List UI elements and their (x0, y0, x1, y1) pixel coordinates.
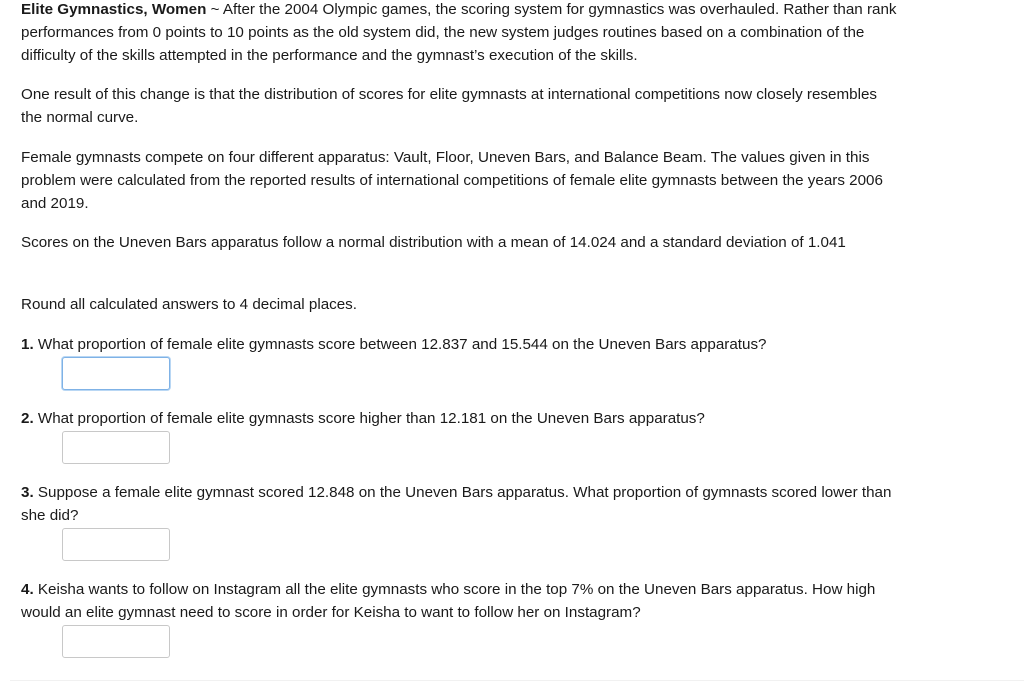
question-text: What proportion of female elite gymnasts score higher than 12.181 on the Uneven Bars apparatus? (33, 410, 705, 427)
answer-input-4[interactable] (62, 625, 170, 658)
answer-input-2[interactable] (62, 431, 170, 464)
question-number: 2. (21, 410, 34, 427)
question-1 (21, 333, 901, 356)
question-text: Suppose a female elite gymnast scored 12.848 on the Uneven Bars apparatus. What proportion of gymnasts scored lower than she did? (21, 484, 892, 524)
question-2 (21, 407, 901, 430)
question-3 (21, 481, 901, 527)
apparatus-paragraph: Female gymnasts compete on four different apparatus: Vault, Floor, Uneven Bars, and Balance Beam. The values given in this problem were calculated from the reported results of international competitions of female elite gymnasts between the years 2006 and 2019. (21, 149, 883, 212)
normal-curve-paragraph: One result of this change is that the distribution of scores for elite gymnasts at international competitions now closely resembles the normal curve. (21, 86, 877, 126)
question-4 (21, 578, 901, 624)
rounding-instruction: Round all calculated answers to 4 decimal places. (21, 296, 357, 313)
question-number: 4. (21, 581, 34, 598)
question-text: What proportion of female elite gymnasts score between 12.837 and 15.544 on the Uneven Bars apparatus? (33, 336, 767, 353)
distribution-paragraph: Scores on the Uneven Bars apparatus follow a normal distribution with a mean of 14.024 and a standard deviation of 1.041 (21, 234, 846, 251)
question-text: Keisha wants to follow on Instagram all the elite gymnasts who score in the top 7% on the Uneven Bars apparatus. How high would an elite gymnast need to score in order for Keisha to want to follow her on Instagram? (21, 581, 876, 621)
title-separator: ~ (206, 1, 223, 18)
intro-text: After the 2004 Olympic games, the scoring system for gymnastics was overhauled. Rather than rank performances from 0 points to 10 points as the old system did, the new system judges routines based on a combination of the difficulty of the skills attempted in the performance and the gymnast’s execution of the skills. (21, 1, 897, 64)
answer-input-1[interactable] (62, 357, 170, 390)
question-number: 3. (21, 484, 34, 501)
intro-paragraph (21, 0, 901, 67)
answer-input-3[interactable] (62, 528, 170, 561)
page-bottom-divider (10, 680, 1024, 681)
problem-title: Elite Gymnastics, Women (21, 1, 207, 18)
question-number: 1. (21, 336, 34, 353)
